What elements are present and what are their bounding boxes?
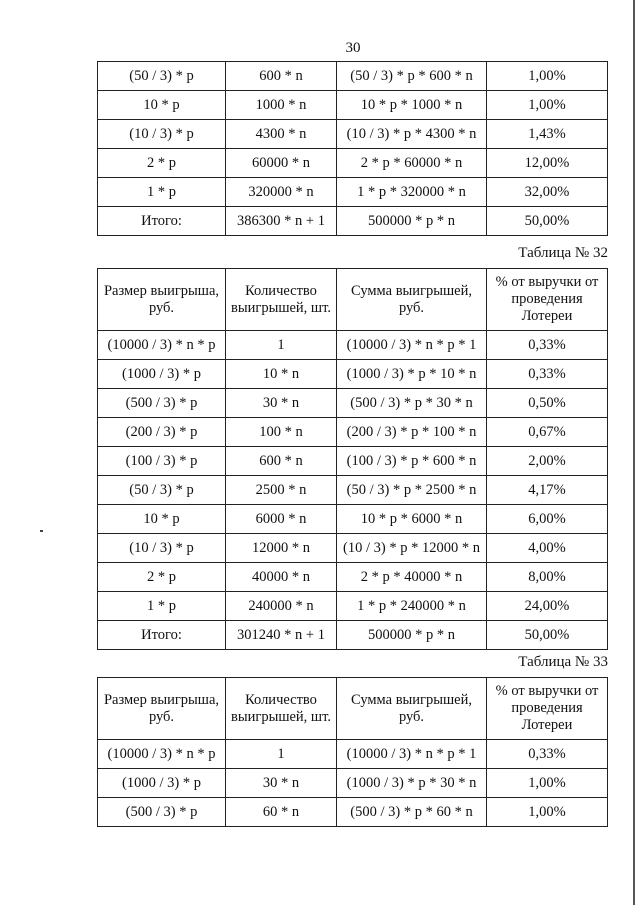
prize-count-cell: 4300 * n <box>226 120 337 149</box>
table-row <box>98 91 608 120</box>
revenue-percent-cell: 0,33% <box>487 740 608 769</box>
prize-size-cell: (50 / 3) * p <box>98 476 226 505</box>
prize-table-32 <box>97 268 608 650</box>
table-row <box>98 505 608 534</box>
prize-count-cell: 100 * n <box>226 418 337 447</box>
prize-size-cell: (50 / 3) * p <box>98 62 226 91</box>
revenue-percent-cell: 0,33% <box>487 360 608 389</box>
prize-size-cell: (1000 / 3) * p <box>98 769 226 798</box>
table-row <box>98 740 608 769</box>
revenue-percent-cell: 4,17% <box>487 476 608 505</box>
total-row <box>98 621 608 650</box>
table-row <box>98 592 608 621</box>
prize-sum-cell: (1000 / 3) * p * 30 * n <box>337 769 487 798</box>
column-header: % от выручки от проведения Лотереи <box>487 678 608 740</box>
prize-count-cell: 1000 * n <box>226 91 337 120</box>
prize-count-cell: 10 * n <box>226 360 337 389</box>
prize-count-cell: 2500 * n <box>226 476 337 505</box>
table-row <box>98 447 608 476</box>
revenue-percent-cell: 50,00% <box>487 621 608 650</box>
column-header: Сумма выигрышей, руб. <box>337 678 487 740</box>
prize-count-cell: 320000 * n <box>226 178 337 207</box>
revenue-percent-cell: 1,43% <box>487 120 608 149</box>
revenue-percent-cell: 4,00% <box>487 534 608 563</box>
revenue-percent-cell: 2,00% <box>487 447 608 476</box>
revenue-percent-cell: 0,50% <box>487 389 608 418</box>
revenue-percent-cell: 8,00% <box>487 563 608 592</box>
table-row <box>98 418 608 447</box>
prize-sum-cell: 1 * p * 240000 * n <box>337 592 487 621</box>
revenue-percent-cell: 1,00% <box>487 769 608 798</box>
prize-sum-cell: (10000 / 3) * n * p * 1 <box>337 740 487 769</box>
prize-size-cell: (10 / 3) * p <box>98 120 226 149</box>
scan-mark <box>40 530 43 532</box>
column-header: Количество выигрышей, шт. <box>226 269 337 331</box>
prize-count-cell: 301240 * n + 1 <box>226 621 337 650</box>
prize-sum-cell: (10 / 3) * p * 4300 * n <box>337 120 487 149</box>
prize-size-cell: (100 / 3) * p <box>98 447 226 476</box>
prize-sum-cell: 2 * p * 40000 * n <box>337 563 487 592</box>
column-header: Сумма выигрышей, руб. <box>337 269 487 331</box>
table-row <box>98 331 608 360</box>
table-caption-32: Таблица № 32 <box>518 245 608 261</box>
table-row <box>98 476 608 505</box>
prize-count-cell: 30 * n <box>226 769 337 798</box>
revenue-percent-cell: 1,00% <box>487 798 608 827</box>
prize-sum-cell: (200 / 3) * p * 100 * n <box>337 418 487 447</box>
prize-size-cell: (10 / 3) * p <box>98 534 226 563</box>
prize-size-cell: (500 / 3) * p <box>98 389 226 418</box>
prize-count-cell: 6000 * n <box>226 505 337 534</box>
prize-size-cell: 1 * p <box>98 178 226 207</box>
prize-size-cell: (10000 / 3) * n * p <box>98 331 226 360</box>
page-number: 30 <box>345 40 361 56</box>
table-row <box>98 178 608 207</box>
revenue-percent-cell: 12,00% <box>487 149 608 178</box>
prize-sum-cell: (500 / 3) * p * 60 * n <box>337 798 487 827</box>
prize-sum-cell: 2 * p * 60000 * n <box>337 149 487 178</box>
table-row <box>98 62 608 91</box>
prize-sum-cell: (500 / 3) * p * 30 * n <box>337 389 487 418</box>
revenue-percent-cell: 24,00% <box>487 592 608 621</box>
table-row <box>98 563 608 592</box>
table-row <box>98 769 608 798</box>
prize-sum-cell: (10000 / 3) * n * p * 1 <box>337 331 487 360</box>
total-label-cell: Итого: <box>98 621 226 650</box>
prize-size-cell: 1 * p <box>98 592 226 621</box>
revenue-percent-cell: 6,00% <box>487 505 608 534</box>
prize-count-cell: 40000 * n <box>226 563 337 592</box>
prize-count-cell: 240000 * n <box>226 592 337 621</box>
prize-count-cell: 1 <box>226 331 337 360</box>
revenue-percent-cell: 50,00% <box>487 207 608 236</box>
total-row <box>98 207 608 236</box>
prize-sum-cell: 10 * p * 1000 * n <box>337 91 487 120</box>
prize-sum-cell: (10 / 3) * p * 12000 * n <box>337 534 487 563</box>
prize-count-cell: 60000 * n <box>226 149 337 178</box>
prize-sum-cell: 500000 * p * n <box>337 621 487 650</box>
column-header: Количество выигрышей, шт. <box>226 678 337 740</box>
table-header-row <box>98 269 608 331</box>
revenue-percent-cell: 1,00% <box>487 91 608 120</box>
total-label-cell: Итого: <box>98 207 226 236</box>
prize-sum-cell: 500000 * p * n <box>337 207 487 236</box>
prize-count-cell: 386300 * n + 1 <box>226 207 337 236</box>
table-caption-33: Таблица № 33 <box>518 654 608 670</box>
prize-sum-cell: (50 / 3) * p * 600 * n <box>337 62 487 91</box>
revenue-percent-cell: 0,67% <box>487 418 608 447</box>
table-row <box>98 120 608 149</box>
table-header-row <box>98 678 608 740</box>
prize-table-33 <box>97 677 608 827</box>
table-row <box>98 534 608 563</box>
prize-size-cell: (1000 / 3) * p <box>98 360 226 389</box>
table-row <box>98 389 608 418</box>
prize-size-cell: 10 * p <box>98 505 226 534</box>
table-row <box>98 798 608 827</box>
revenue-percent-cell: 0,33% <box>487 331 608 360</box>
column-header: Размер выигрыша, руб. <box>98 269 226 331</box>
revenue-percent-cell: 1,00% <box>487 62 608 91</box>
prize-sum-cell: (100 / 3) * p * 600 * n <box>337 447 487 476</box>
prize-sum-cell: (1000 / 3) * p * 10 * n <box>337 360 487 389</box>
prize-size-cell: 10 * p <box>98 91 226 120</box>
revenue-percent-cell: 32,00% <box>487 178 608 207</box>
prize-size-cell: (200 / 3) * p <box>98 418 226 447</box>
page-edge <box>633 0 635 905</box>
table-row <box>98 360 608 389</box>
prize-size-cell: (10000 / 3) * n * p <box>98 740 226 769</box>
prize-size-cell: 2 * p <box>98 563 226 592</box>
prize-size-cell: 2 * p <box>98 149 226 178</box>
prize-count-cell: 60 * n <box>226 798 337 827</box>
table-row <box>98 149 608 178</box>
prize-count-cell: 1 <box>226 740 337 769</box>
prize-size-cell: (500 / 3) * p <box>98 798 226 827</box>
prize-sum-cell: 1 * p * 320000 * n <box>337 178 487 207</box>
prize-count-cell: 30 * n <box>226 389 337 418</box>
prize-sum-cell: (50 / 3) * p * 2500 * n <box>337 476 487 505</box>
column-header: % от выручки от проведения Лотереи <box>487 269 608 331</box>
prize-table-continued <box>97 61 608 236</box>
prize-count-cell: 600 * n <box>226 62 337 91</box>
prize-sum-cell: 10 * p * 6000 * n <box>337 505 487 534</box>
prize-count-cell: 12000 * n <box>226 534 337 563</box>
prize-count-cell: 600 * n <box>226 447 337 476</box>
column-header: Размер выигрыша, руб. <box>98 678 226 740</box>
